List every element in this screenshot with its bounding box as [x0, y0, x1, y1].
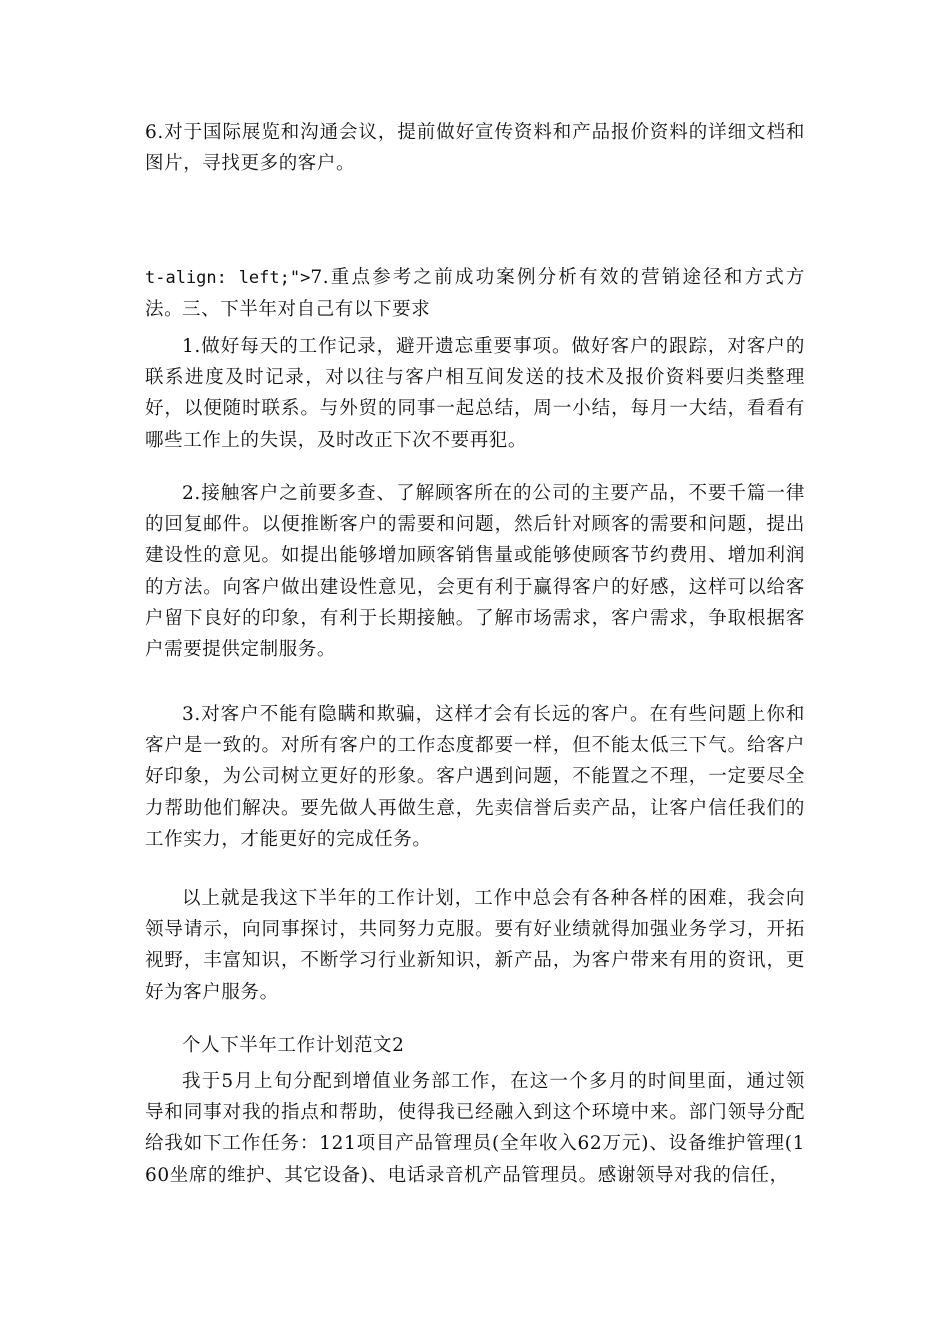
paragraph-6-exhibition: 6.对于国际展览和沟通会议，提前做好宣传资料和产品报价资料的详细文档和图片，寻找更多的客户。 — [145, 122, 805, 175]
paragraph-summary: 以上就是我这下半年的工作计划，工作中总会有各种各样的困难，我会向领导请示，向同事探讨，共同努力克服。要有好业绩就得加强业务学习，开拓视野，丰富知识，不断学习行业新知识，新产品，为客户带来有用的资讯，更好为客户服务。 — [145, 888, 805, 1003]
paragraph-requirement-2: 2.接触客户之前要多查、了解顾客所在的公司的主要产品，不要千篇一律的回复邮件。以便推断客户的需要和问题，然后针对顾客的需要和问题，提出建设性的意见。如提出能够增加顾客销售量或能够使顾客节约费用、增加利润的方法。向客户做出建设性意见，会更有利于赢得客户的好感，这样可以给客户留下良好的印象，有利于长期接触。了解市场需求，客户需求，争取根据客户需要提供定制服务。 — [145, 483, 805, 661]
paragraph-sample-2-intro: 我于5月上旬分配到增值业务部工作，在这一个多月的时间里面，通过领导和同事对我的指点和帮助，使得我已经融入到这个环境中来。部门领导分配给我如下工作任务：121项目产品管理员(全年收入62万元)、设备维护管理(160坐席的维护、其它设备)、电话录音机产品管理员。感谢领导对我的信任， — [145, 1071, 805, 1186]
paragraph-7-text: 7.重点参考之前成功案例分析有效的营销途径和方式方法。 — [145, 267, 806, 321]
section-heading-requirements: 三、下半年对自己有以下要求 — [182, 299, 431, 320]
section-title-sample-2: 个人下半年工作计划范文2 — [182, 1035, 405, 1056]
paragraph-requirement-3: 3.对客户不能有隐瞒和欺骗，这样才会有长远的客户。在有些问题上你和客户是一致的。对所有客户的工作态度都要一样，但不能太低三下气。给客户好印象，为公司树立更好的形象。客户遇到问题，不能置之不理，一定要尽全力帮助他们解决。要先做人再做生意，先卖信誉后卖产品，让客户信任我们的工作实力，才能更好的完成任务。 — [145, 704, 805, 850]
html-fragment-text: t-align: left;"> — [145, 268, 311, 288]
paragraph-requirement-1: 1.做好每天的工作记录，避开遗忘重要事项。做好客户的跟踪，对客户的联系进度及时记录，对以往与客户相互间发送的技术及报价资料要归类整理好，以便随时联系。与外贸的同事一起总结，周一小结，每月一大结，看看有哪些工作上的失误，及时改正下次不要再犯。 — [145, 336, 805, 451]
